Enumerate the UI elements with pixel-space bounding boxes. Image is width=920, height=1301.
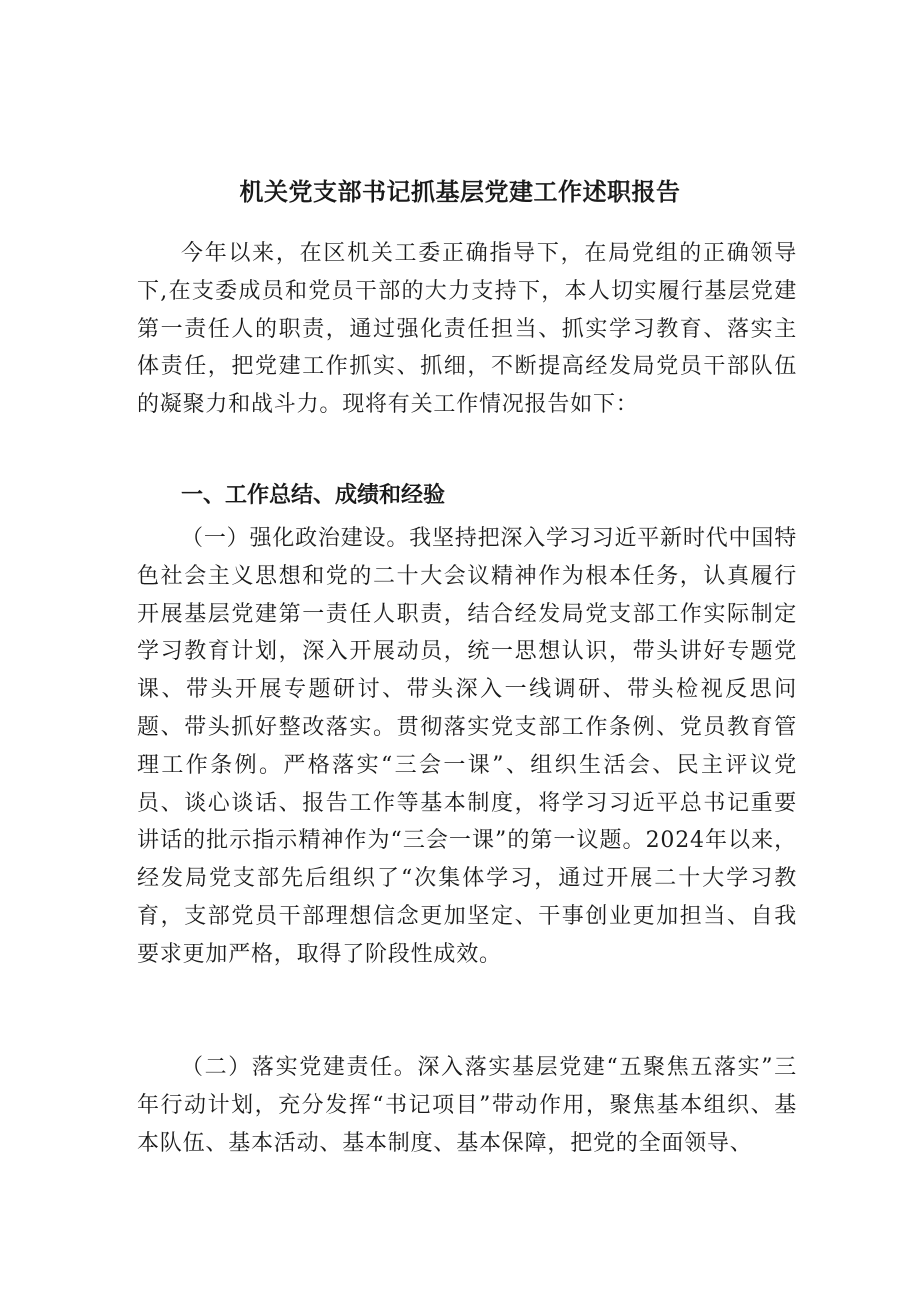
section2-paragraph: （二）落实党建责任。深入落实基层党建“五聚焦五落实”三年行动计划，充分发挥“书记项目”带动作用，聚焦基本组织、基本队伍、基本活动、基本制度、基本保障，把党的全面领导、 — [137, 1055, 797, 1156]
intro-paragraph: 今年以来，在区机关工委正确指导下，在局党组的正确领导下,在支委成员和党员干部的大力支持下，本人切实履行基层党建第一责任人的职责，通过强化责任担当、抓实学习教育、落实主体责任，把党建工作抓实、抓细，不断提高经发局党员干部队伍的凝聚力和战斗力。现将有关工作情况报告如下： — [137, 241, 797, 418]
section1-paragraph: （一）强化政治建设。我坚持把深入学习习近平新时代中国特色社会主义思想和党的二十大会议精神作为根本任务，认真履行开展基层党建第一责任人职责，结合经发局党支部工作实际制定学习教育计划，深入开展动员，统一思想认识，带头讲好专题党课、带头开展专题研讨、带头深入一线调研、带头检视反思问题、带头抓好整改落实。贯彻落实党支部工作条例、党员教育管理工作条例。严格落实“三会一课”、组织生活会、民主评议党员、谈心谈话、报告工作等基本制度，将学习习近平总书记重要讲话的批示指示精神作为“三会一课”的第一议题。2024年以来，经发局党支部先后组织了“次集体学习，通过开展二十大学习教育，支部党员干部理想信念更加坚定、干事创业更加担当、自我要求更加严格，取得了阶段性成效。 — [137, 526, 797, 967]
document-title: 机关党支部书记抓基层党建工作述职报告 — [239, 178, 681, 206]
section-heading: 一、工作总结、成绩和经验 — [181, 483, 446, 508]
